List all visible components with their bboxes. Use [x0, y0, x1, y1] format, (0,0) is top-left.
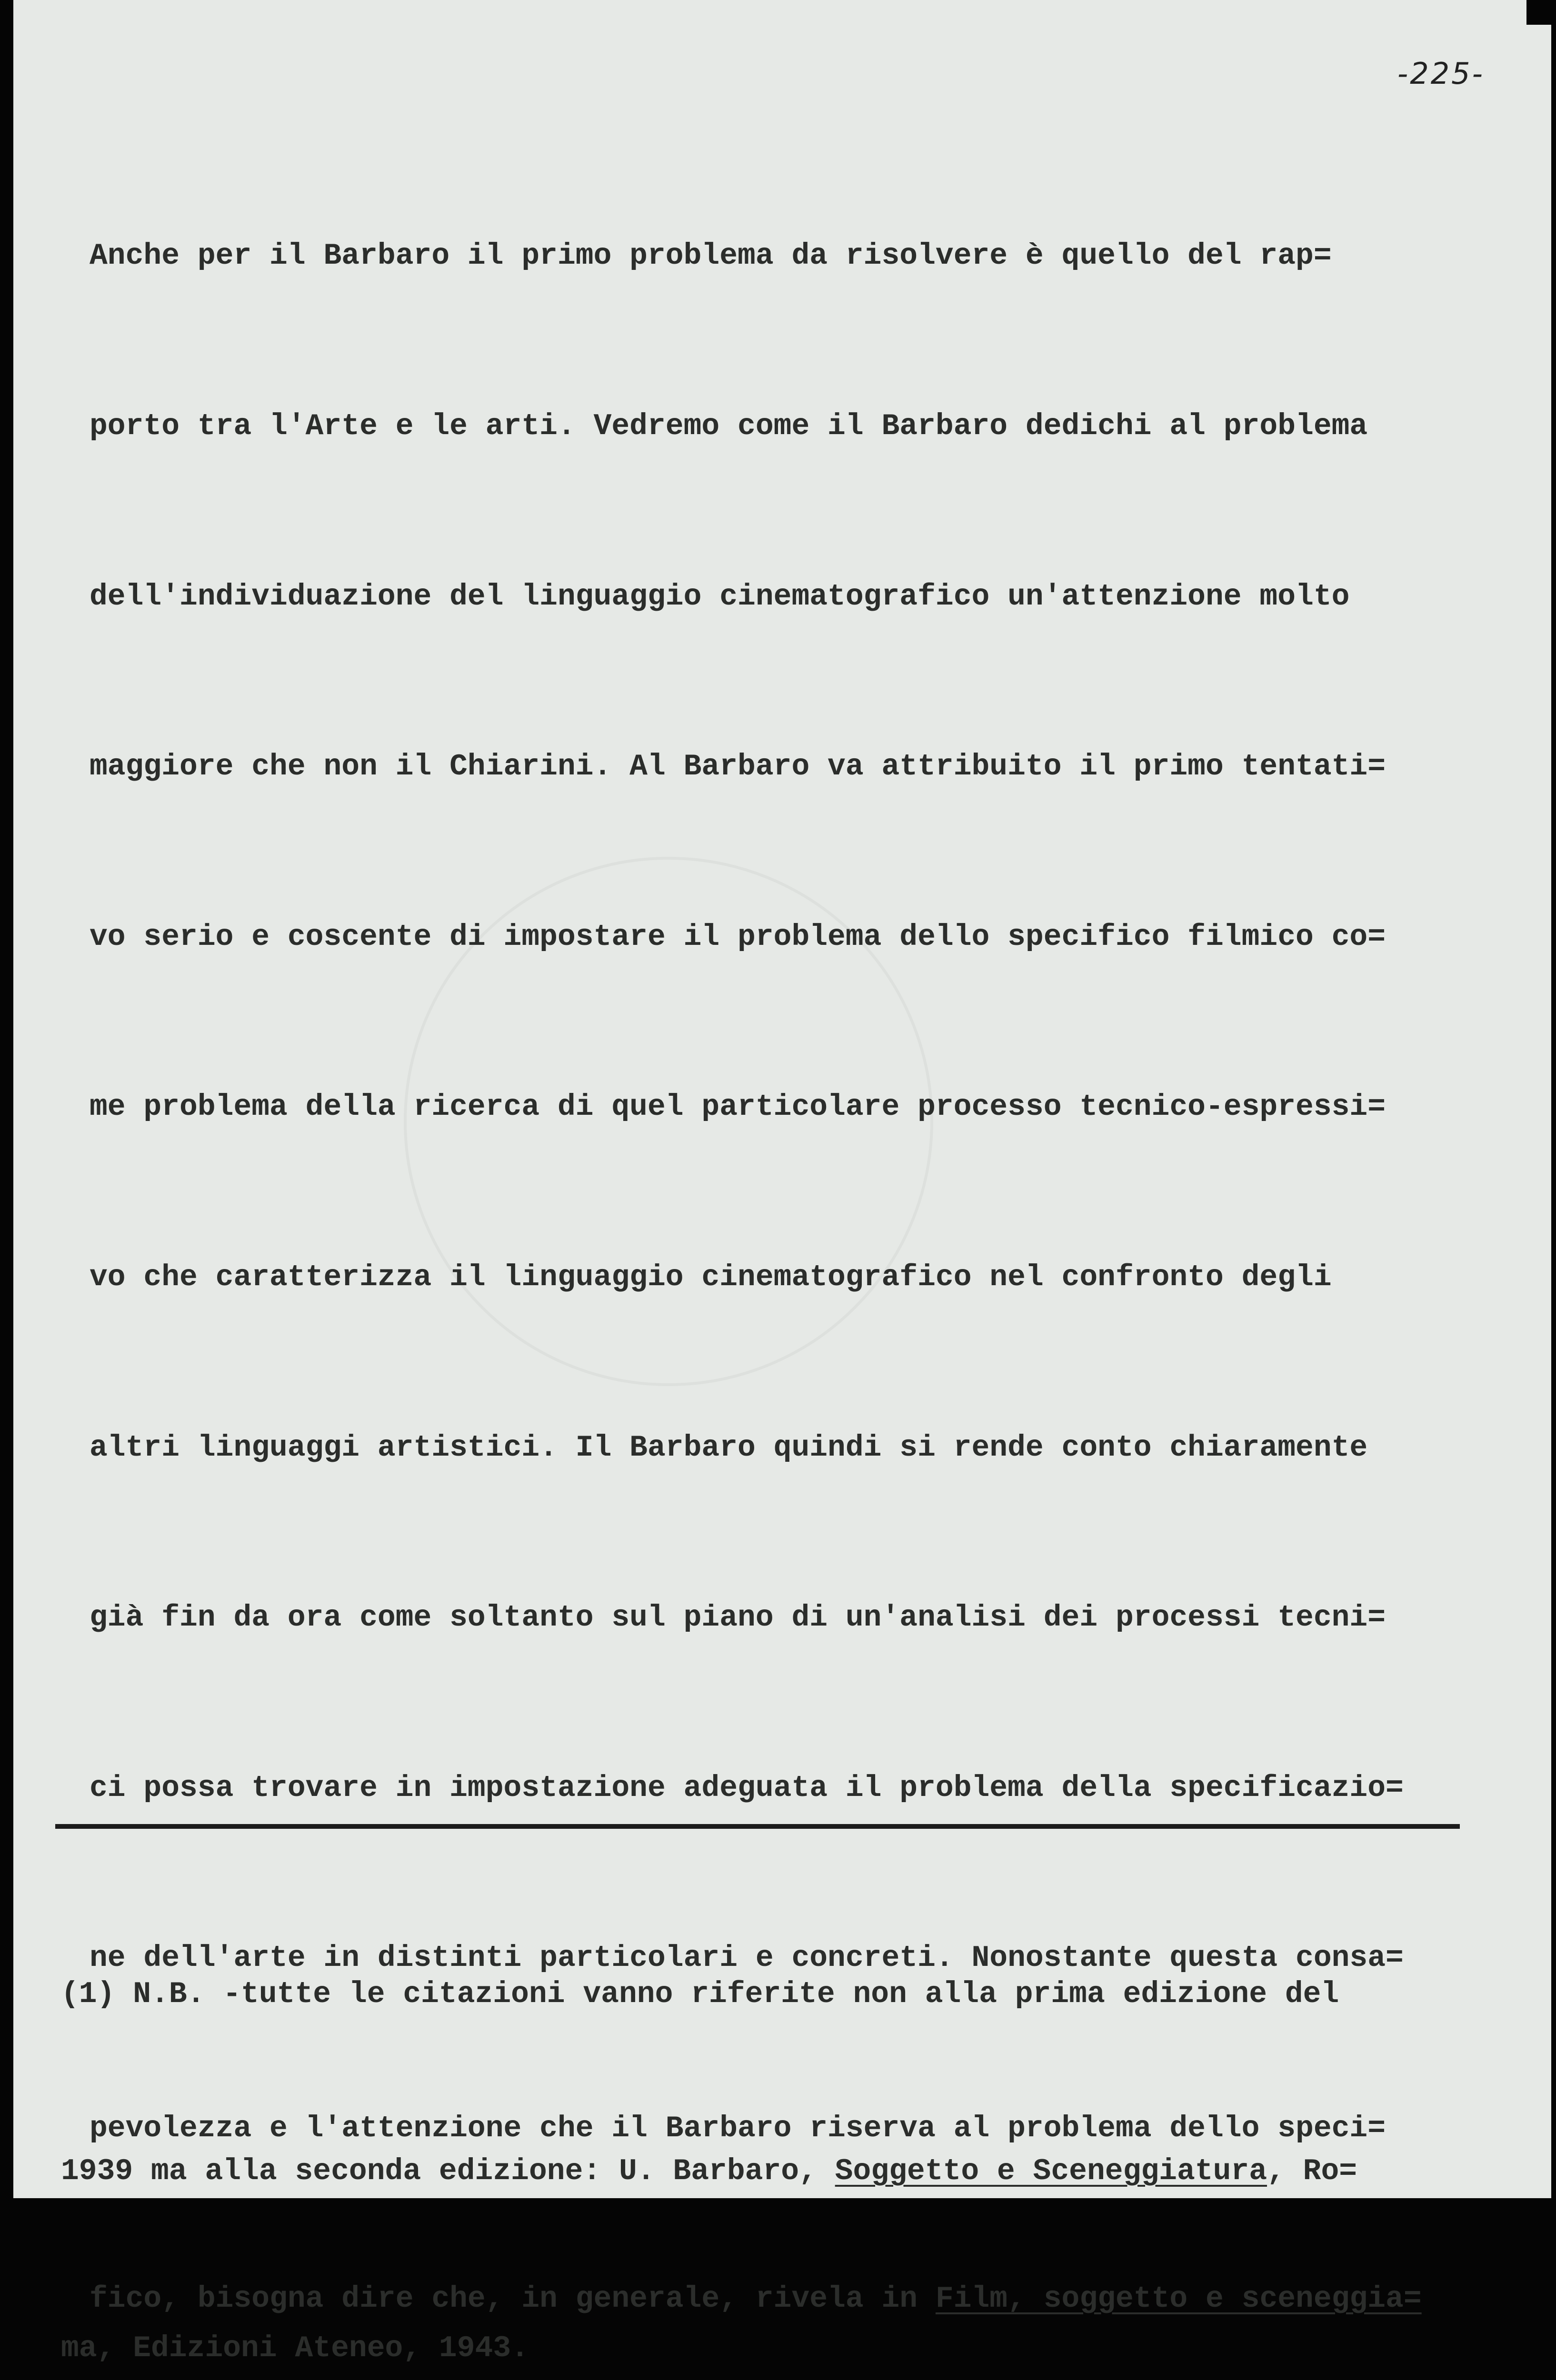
text-line: maggiore che non il Chiarini. Al Barbaro va attribuito il primo tentati= [90, 750, 1386, 784]
text-line: altri linguaggi artistici. Il Barbaro quindi si rende conto chiaramente [90, 1430, 1368, 1465]
text-line: Anche per il Barbaro il primo problema da risolvere è quello del rap= [90, 239, 1332, 273]
text-line: me problema della ricerca di quel particolare processo tecnico-espressi= [90, 1090, 1386, 1124]
footnote-line: ma, Edizioni Ateneo, 1943. [61, 2331, 529, 2365]
text-line: pevolezza e l'attenzione che il Barbaro riserva al problema dello speci= [90, 2111, 1386, 2145]
footnote-divider [55, 1824, 1460, 1829]
text-segment: , Ro= [1267, 2154, 1357, 2188]
text-line: già fin da ora come soltanto sul piano di un'analisi dei processi tecni= [90, 1601, 1386, 1635]
text-segment: 1939 ma alla seconda edizione: U. Barbaro, [61, 2154, 835, 2188]
text-line: porto tra l'Arte e le arti. Vedremo come il Barbaro dedichi al problema [90, 409, 1368, 443]
text-line: vo che caratterizza il linguaggio cinematografico nel confronto degli [90, 1260, 1332, 1294]
text-line: dell'individuazione del linguaggio cinematografico un'attenzione molto [90, 579, 1350, 614]
scan-corner-mark [1526, 0, 1551, 25]
footnote-line-with-title [61, 2142, 1442, 2201]
page-number: -225- [1397, 56, 1485, 91]
text-segment: fico, bisogna dire che, in generale, rivela in [90, 2281, 936, 2316]
text-line: ci possa trovare in impostazione adeguata il problema della specificazio= [90, 1771, 1404, 1805]
text-line: ne dell'arte in distinti particolari e concreti. Nonostante questa consa= [90, 1941, 1404, 1975]
text-line: vo serio e coscente di impostare il problema dello specifico filmico co= [90, 920, 1386, 954]
footnote-line: (1) N.B. -tutte le citazioni vanno riferite non alla prima edizione del [61, 1977, 1339, 2011]
document-page [13, 0, 1551, 2365]
footnote-book-title: Soggetto e Sceneggiatura [835, 2154, 1267, 2188]
book-title: Film, soggetto e sceneggia= [935, 2281, 1422, 2316]
footnote [61, 1847, 1442, 2380]
